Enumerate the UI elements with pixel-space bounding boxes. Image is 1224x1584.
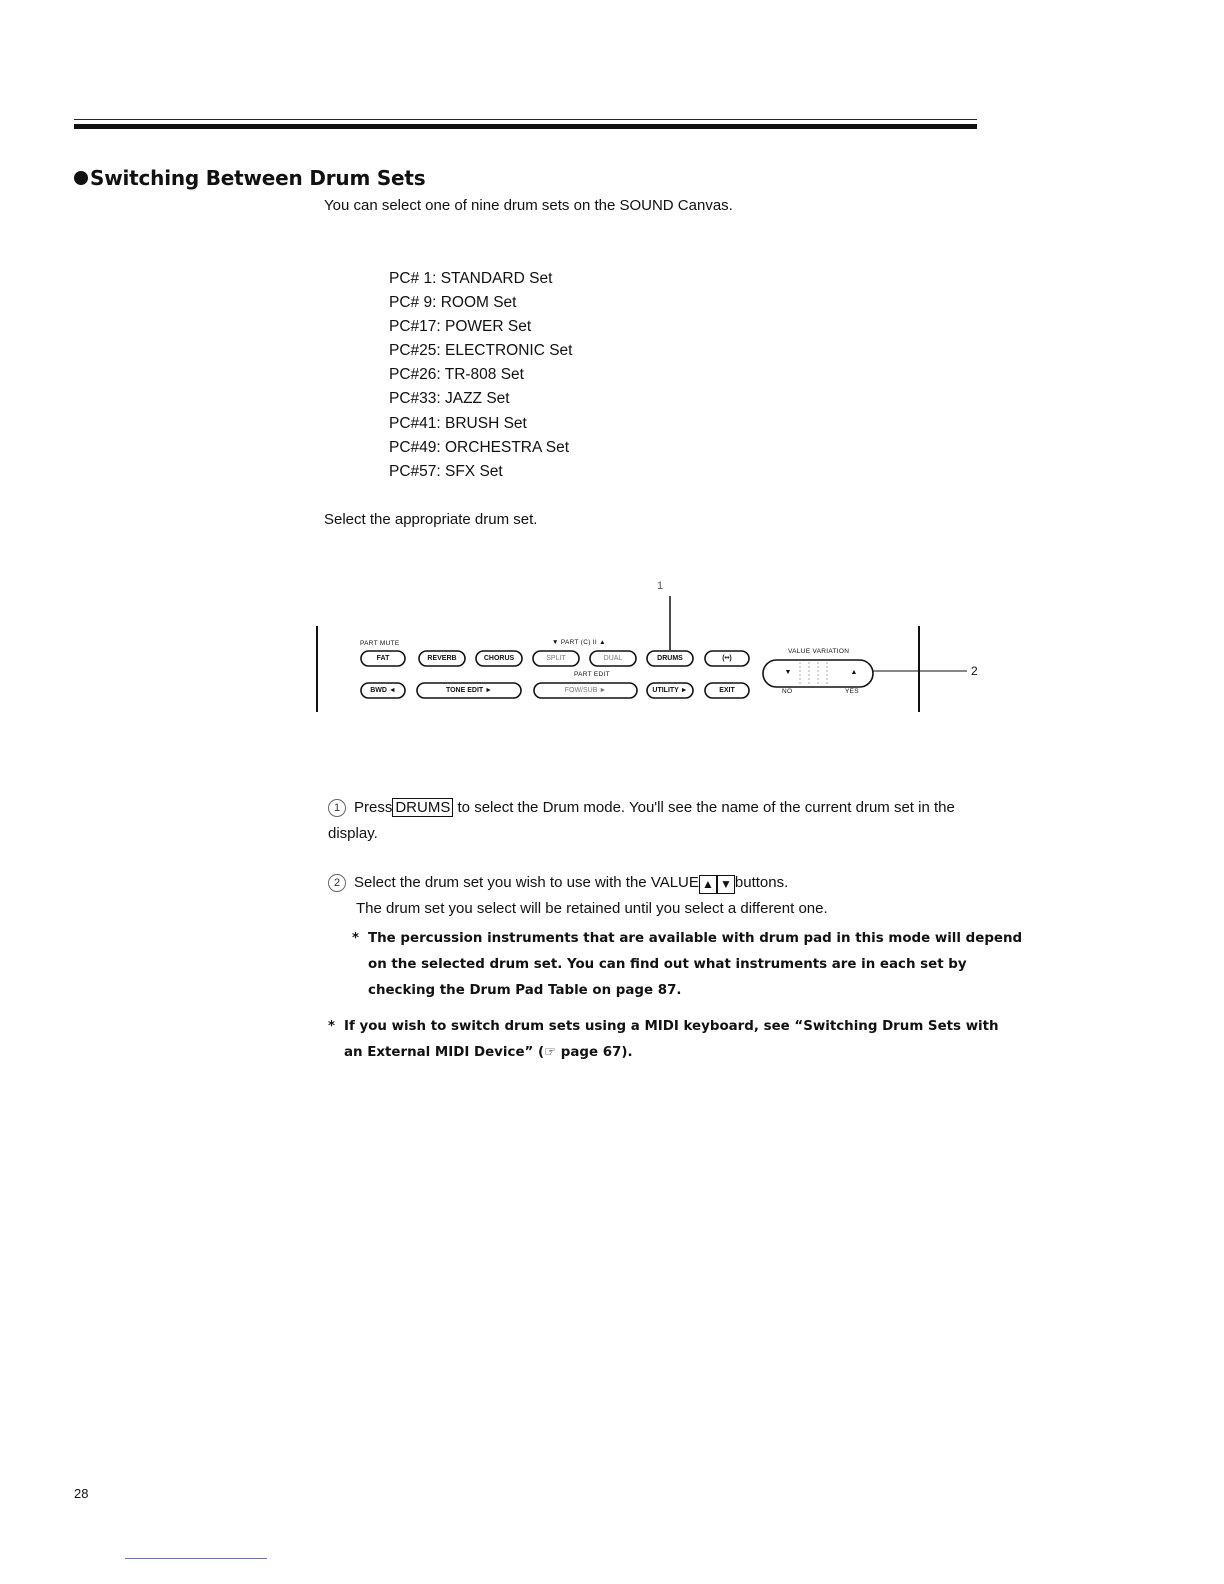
bwd-button[interactable]: BWD ◄ [370, 687, 396, 694]
callout-1: 1 [657, 580, 664, 592]
note-star: * [352, 931, 360, 946]
drums-button[interactable]: DRUMS [657, 655, 683, 662]
demo-button[interactable]: (••) [722, 655, 732, 662]
step-2 [328, 870, 988, 922]
heading-text: Switching Between Drum Sets [90, 166, 426, 190]
part-mute-label: PART MUTE [360, 640, 400, 647]
front-panel-diagram [312, 578, 992, 718]
value-up-icon[interactable]: ▲ [850, 669, 858, 676]
drum-set-item: PC#33: JAZZ Set [389, 390, 510, 408]
note-percussion [352, 926, 1023, 1004]
drum-set-item: PC#57: SFX Set [389, 462, 503, 480]
drum-set-item: PC# 1: STANDARD Set [389, 270, 553, 287]
split-button[interactable]: SPLIT [546, 655, 566, 662]
drum-set-item: PC#25: ELECTRONIC Set [389, 342, 573, 360]
footer-rule [125, 1558, 267, 1559]
header-rule-thin [74, 119, 977, 120]
chorus-button[interactable]: CHORUS [483, 655, 515, 662]
section-heading [74, 166, 425, 190]
page-number: 28 [74, 1486, 89, 1501]
step-text: Select the drum set you wish to use with the VALUE [354, 874, 699, 891]
fat-button[interactable]: FAT [376, 655, 390, 662]
step-number: 1 [328, 799, 346, 817]
step-number: 2 [328, 874, 346, 892]
step-text: display. [328, 825, 378, 842]
drums-key-label: DRUMS [392, 798, 453, 817]
exit-button[interactable]: EXIT [719, 687, 735, 694]
value-variation-label: VALUE VARIATION [788, 648, 850, 655]
part-label: ▼ PART (C) II ▲ [552, 639, 606, 646]
utility-button[interactable]: UTILITY ► [652, 687, 688, 694]
header-rule-thick [74, 124, 977, 129]
step-1 [328, 795, 988, 847]
value-up-key-icon: ▲ [699, 875, 717, 894]
note-line: an External MIDI Device” (☞ page 67). [344, 1045, 633, 1060]
step-text: to select the Drum mode. You'll see the name of the current drum set in the [457, 799, 955, 816]
drum-set-item: PC#17: POWER Set [389, 318, 532, 336]
intro-text: You can select one of nine drum sets on the SOUND Canvas. [324, 197, 733, 214]
step-text: buttons. [734, 874, 789, 891]
part-edit-label: PART EDIT [574, 671, 610, 678]
drum-set-list [389, 269, 572, 486]
callout-2: 2 [971, 664, 978, 678]
no-label: NO [782, 688, 793, 695]
dual-button[interactable]: DUAL [603, 655, 623, 662]
value-down-key-icon: ▼ [717, 875, 735, 894]
tone-edit-button[interactable]: TONE EDIT ► [445, 687, 493, 694]
panel-lines [312, 578, 992, 718]
note-star: * [328, 1019, 336, 1034]
drum-set-item: PC# 9: ROOM Set [389, 294, 517, 312]
drum-set-item: PC#26: TR-808 Set [389, 366, 524, 384]
note-midi-keyboard [328, 1014, 999, 1066]
fow-sub-button[interactable]: FOW/SUB ► [564, 687, 607, 694]
reverb-button[interactable]: REVERB [427, 655, 457, 662]
note-line: checking the Drum Pad Table on page 87. [368, 983, 682, 998]
step-text: The drum set you select will be retained until you select a different one. [356, 900, 828, 917]
note-line: If you wish to switch drum sets using a MIDI keyboard, see “Switching Drum Sets with [344, 1019, 999, 1034]
drum-set-item: PC#41: BRUSH Set [389, 414, 527, 432]
note-line: The percussion instruments that are available with drum pad in this mode will depend [368, 931, 1023, 946]
note-line: on the selected drum set. You can find out what instruments are in each set by [368, 957, 967, 972]
step-text: Press [354, 799, 393, 816]
select-prompt: Select the appropriate drum set. [324, 511, 538, 528]
drum-set-item: PC#49: ORCHESTRA Set [389, 438, 570, 456]
yes-label: YES [845, 688, 859, 695]
value-down-icon[interactable]: ▼ [784, 669, 792, 676]
bullet-icon [74, 171, 88, 185]
